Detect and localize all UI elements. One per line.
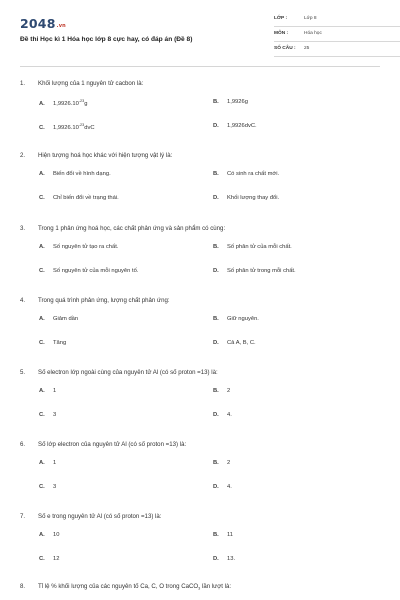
question-number: 3. [20,225,26,232]
question-3 [20,225,380,292]
option-row [20,556,380,580]
option-text: 11 [227,532,234,538]
option-letter: C. [39,125,45,131]
option-letter: A. [39,316,45,322]
question-2 [20,152,380,219]
option-row [20,412,380,436]
option-row [20,268,380,292]
option-row [20,171,380,195]
answer-option-d[interactable] [213,556,235,562]
answer-option-c[interactable] [39,484,56,490]
option-text: Cả A, B, C. [227,340,256,346]
question-6 [20,441,380,508]
question-1 [20,80,380,147]
question-text-row [20,441,380,453]
question-stem: Hiện tượng hoá học khác với hiện tượng vật lý là: [38,152,173,159]
option-letter: C. [39,484,45,490]
option-letter: B. [213,532,219,538]
option-text: 3 [53,412,57,418]
option-letter: D. [213,268,219,274]
meta-count-row [274,45,400,57]
option-text: Biến đổi về hình dạng. [53,171,111,177]
answer-option-c[interactable] [39,123,95,131]
meta-class-row [274,15,400,27]
answer-option-a[interactable] [39,388,56,394]
option-row [20,532,380,556]
option-row [20,484,380,508]
option-text: 2 [227,460,231,466]
option-row [20,316,380,340]
answer-option-b[interactable] [213,532,233,538]
option-row [20,388,380,412]
option-row [20,460,380,484]
option-text: Giảm dần [53,316,79,322]
answer-option-a[interactable] [39,244,118,250]
question-stem: Số e trong nguyên tử Al (có số proton =13) là: [38,513,162,520]
option-text: Chỉ biến đổi về trạng thái. [53,195,119,201]
answer-option-c[interactable] [39,195,119,201]
question-4 [20,297,380,364]
question-text-row [20,80,380,92]
meta-subject-row [274,30,400,42]
option-text: 1 [53,460,57,466]
answer-option-a[interactable] [39,316,78,322]
answer-option-d[interactable] [213,340,256,346]
option-text: Khối lượng thay đổi. [227,195,280,201]
answer-option-c[interactable] [39,412,56,418]
option-row [20,244,380,268]
question-text-row [20,225,380,237]
question-7 [20,513,380,580]
option-text: Số phân tử trong mỗi chất. [227,268,296,274]
option-text: Có sinh ra chất mới. [227,171,280,177]
question-text-row [20,513,380,525]
option-row [20,340,380,364]
question-number: 7. [20,513,26,520]
exam-meta [274,15,400,60]
question-number: 8. [20,583,26,590]
option-text: 1,9926dvC. [227,123,257,129]
option-letter: B. [213,460,219,466]
option-text: 1 [53,388,57,394]
answer-option-b[interactable] [213,388,230,394]
question-number: 4. [20,297,26,304]
question-number: 1. [20,80,26,87]
option-text: Số phân tử của mỗi chất. [227,244,292,250]
answer-option-d[interactable] [213,195,279,201]
option-letter: B. [213,388,219,394]
question-number: 5. [20,369,26,376]
option-row [20,123,380,147]
answer-option-a[interactable] [39,99,88,107]
option-text: Số nguyên tử của mỗi nguyên tố. [53,268,139,274]
answer-option-d[interactable] [213,484,232,490]
option-text: Số nguyên tử tạo ra chất. [53,244,119,250]
option-text: $1,9926.10^{-23}dvC$ [53,123,95,131]
answer-option-c[interactable] [39,556,59,562]
answer-option-b[interactable] [213,99,248,105]
option-letter: D. [213,412,219,418]
answer-option-d[interactable] [213,268,296,274]
option-text: 3 [53,484,57,490]
meta-subject-label: MÔN : [274,31,289,36]
option-letter: A. [39,171,45,177]
answer-option-a[interactable] [39,460,56,466]
option-letter: A. [39,532,45,538]
question-stem: Trong quá trình phản ứng, lượng chất phản ứng: [38,297,170,304]
logo-text: 2048 [20,16,56,31]
option-letter: B. [213,99,219,105]
option-text: 12 [53,556,60,562]
option-text: 1,9926g [227,99,248,105]
question-stem: Số electron lớp ngoài cùng của nguyên tử Al (có số proton =13) là: [38,369,218,376]
option-letter: D. [213,123,219,129]
option-letter: A. [39,244,45,250]
question-text-row [20,369,380,381]
exam-title: Đề thi Học kì 1 Hóa học lớp 8 cực hay, có đáp án (Đề 8) [20,36,193,43]
option-letter: B. [213,244,219,250]
answer-option-a[interactable] [39,171,111,177]
question-number: 2. [20,152,26,159]
question-stem: Trong 1 phản ứng hoá học, các chất phản ứng và sản phẩm có cùng: [38,225,226,232]
question-8 [20,583,380,595]
option-text: 4. [227,412,232,418]
option-letter: C. [39,556,45,562]
answer-option-b[interactable] [213,316,259,322]
question-stem: Khối lượng của 1 nguyên tử cacbon là: [38,80,144,87]
option-row [20,195,380,219]
option-letter: C. [39,340,45,346]
option-text: 2 [227,388,231,394]
option-letter: C. [39,268,45,274]
meta-count-value: 25 [304,46,310,51]
option-letter: D. [213,556,219,562]
option-letter: C. [39,195,45,201]
site-logo[interactable] [20,16,66,31]
option-letter: A. [39,101,45,107]
option-text: Tăng [53,340,67,346]
option-letter: A. [39,388,45,394]
answer-option-a[interactable] [39,532,59,538]
option-letter: B. [213,171,219,177]
meta-count-label: SỐ CÂU : [274,46,296,51]
answer-option-d[interactable] [213,412,232,418]
option-text: 13. [227,556,236,562]
logo-suffix: .vn [56,23,66,29]
option-text: 4. [227,484,232,490]
option-letter: A. [39,460,45,466]
question-5 [20,369,380,436]
option-letter: D. [213,484,219,490]
option-text: $1,9926.10^{-23}g$ [53,99,88,107]
question-stem: Số lớp electron của nguyên tử Al (có số proton =13) là: [38,441,187,448]
question-number: 6. [20,441,26,448]
question-stem: Tỉ lệ % khối lượng của các nguyên tố Ca, C, O trong CaCO$_3$ lần lượt là: [38,583,232,591]
question-text-row [20,152,380,164]
answer-option-b[interactable] [213,171,279,177]
exam-header [20,14,385,58]
option-letter: C. [39,412,45,418]
answer-option-c[interactable] [39,340,66,346]
answer-option-c[interactable] [39,268,138,274]
option-letter: B. [213,316,219,322]
answer-option-b[interactable] [213,244,292,250]
option-letter: D. [213,195,219,201]
meta-class-value: Lớp 8 [304,16,317,21]
answer-option-d[interactable] [213,123,257,129]
question-text-row [20,583,380,595]
option-row [20,99,380,123]
option-text: Giữ nguyên. [227,316,259,322]
meta-class-label: LỚP : [274,16,288,21]
header-divider [20,66,380,67]
option-text: 10 [53,532,60,538]
question-text-row [20,297,380,309]
meta-subject-value: Hóa học [304,31,322,36]
option-letter: D. [213,340,219,346]
answer-option-b[interactable] [213,460,230,466]
